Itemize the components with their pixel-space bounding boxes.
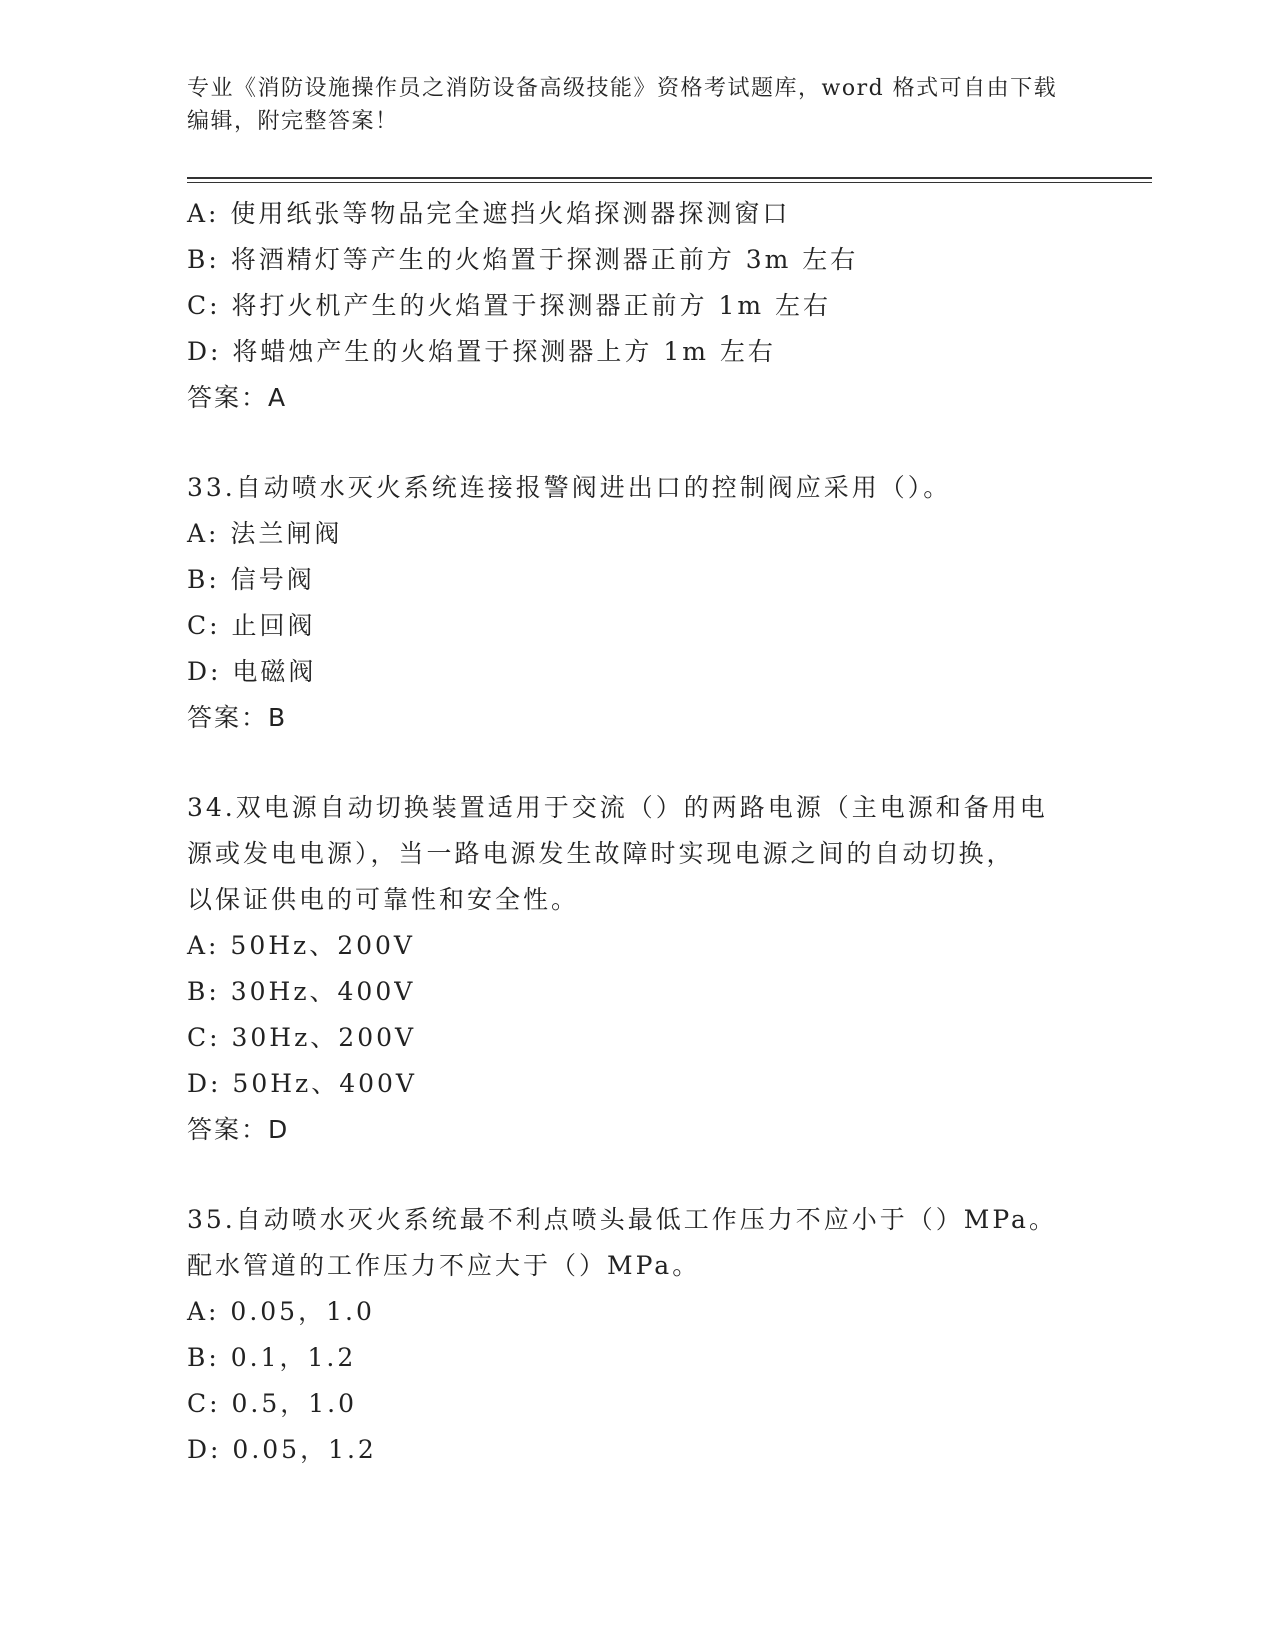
option-b: B: 将酒精灯等产生的火焰置于探测器正前方 3m 左右 <box>187 245 859 274</box>
option-d: D: 0.05，1.2 <box>187 1435 377 1464</box>
option-b: B: 30Hz、400V <box>187 977 416 1006</box>
option-a: A: 法兰闸阀 <box>187 519 343 548</box>
header-divider-thin <box>187 182 1152 183</box>
question-stem-line-2: 配水管道的工作压力不应大于（）MPa。 <box>187 1251 701 1280</box>
option-b: B: 0.1，1.2 <box>187 1343 357 1372</box>
question-stem-line-1: 35.自动喷水灭火系统最不利点喷头最低工作压力不应小于（）MPa。 <box>187 1205 1057 1234</box>
question-stem-line-3: 以保证供电的可靠性和安全性。 <box>187 885 580 914</box>
question-35 <box>187 1197 1087 1473</box>
answer-label: 答案：B <box>187 703 288 732</box>
option-a: A: 使用纸张等物品完全遮挡火焰探测器探测窗口 <box>187 199 791 228</box>
question-34 <box>187 785 1087 1153</box>
option-c: C: 0.5，1.0 <box>187 1389 358 1418</box>
option-c: C: 将打火机产生的火焰置于探测器正前方 1m 左右 <box>187 291 832 320</box>
question-list <box>187 191 1087 1473</box>
question-32-continued <box>187 191 1087 421</box>
question-stem-line-1: 34.双电源自动切换装置适用于交流（）的两路电源（主电源和备用电 <box>187 793 1048 822</box>
document-header: 专业《消防设施操作员之消防设备高级技能》资格考试题库，word 格式可自由下载编辑，附完整答案！ <box>187 76 1058 134</box>
option-d: D: 将蜡烛产生的火焰置于探测器上方 1m 左右 <box>187 337 776 366</box>
answer-label: 答案：A <box>187 383 288 412</box>
question-stem: 33.自动喷水灭火系统连接报警阀进出口的控制阀应采用（）。 <box>187 473 952 502</box>
option-d: D: 电磁阀 <box>187 657 317 686</box>
question-33 <box>187 465 1087 741</box>
header-divider-thick <box>187 177 1152 179</box>
option-a: A: 0.05，1.0 <box>187 1297 375 1326</box>
option-c: C: 30Hz、200V <box>187 1023 417 1052</box>
option-d: D: 50Hz、400V <box>187 1069 417 1098</box>
option-a: A: 50Hz、200V <box>187 931 415 960</box>
answer-label: 答案：D <box>187 1115 290 1144</box>
option-b: B: 信号阀 <box>187 565 315 594</box>
question-stem-line-2: 源或发电电源），当一路电源发生故障时实现电源之间的自动切换， <box>187 839 1015 868</box>
option-c: C: 止回阀 <box>187 611 316 640</box>
